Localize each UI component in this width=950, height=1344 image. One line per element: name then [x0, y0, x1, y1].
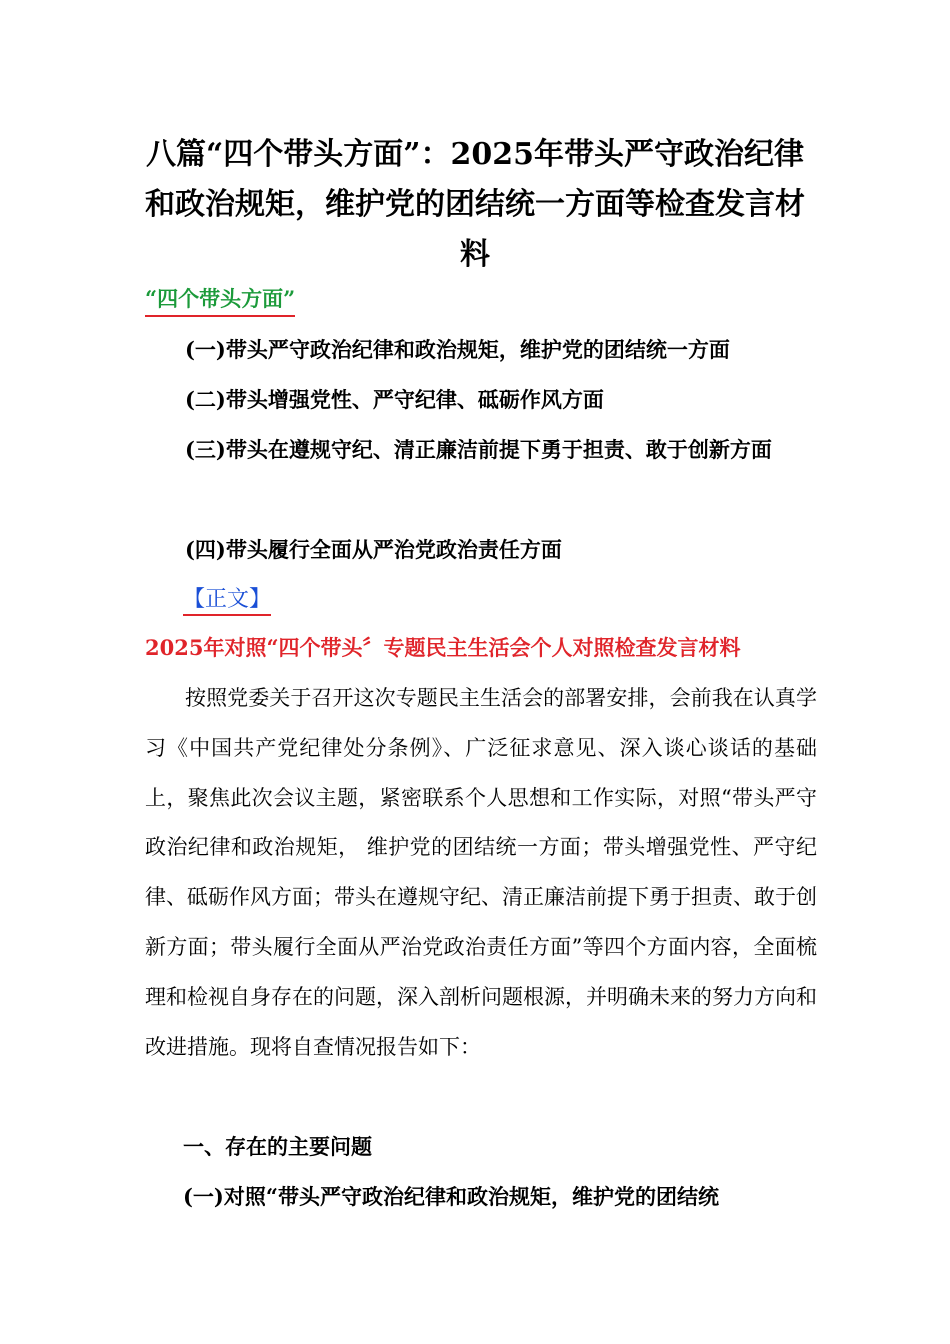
subsection-heading: (一)对照“带头严守政治纪律和政治规矩，维护党的团结统	[183, 1184, 719, 1209]
aspect-item-1: (一)带头严守政治纪律和政治规矩，维护党的团结统一方面	[185, 337, 730, 362]
aspect-item-2: (二)带头增强党性、严守纪律、砥砺作风方面	[185, 387, 604, 412]
intro-paragraph: 按照党委关于召开这次专题民主生活会的部署安排，会前我在认真学习《中国共产党纪律处分条例》、广泛征求意见、深入谈心谈话的基础上，聚焦此次会议主题，紧密联系个人思想和工作实际，对照“带头严守政治纪律和政治规矩， 维护党的团结统一方面；带头增强党性、严守纪律、砥砺作风方面；带头在遵规守纪、清正廉洁前提下勇于担责、敢于创新方面；带头履行全面从严治党政治责任方面”等四个方面内容，全面梳理和检视自身存在的问题，深入剖析问题根源，并明确未来的努力方向和改进措施。现将自查情况报告如下：	[145, 686, 817, 1059]
four-aspects-heading: “四个带头方面”	[145, 283, 295, 317]
aspect-item-4: (四)带头履行全面从严治党政治责任方面	[185, 537, 562, 562]
article-title: 2025年对照“四个带头〞专题民主生活会个人对照检查发言材料	[145, 635, 741, 660]
document-title: 八篇“四个带头方面”：2025年带头严守政治纪律和政治规矩，维护党的团结统一方面等检查发言材料	[145, 137, 805, 272]
zhengwen-label: 【正文】	[183, 582, 271, 616]
section-heading: 一、存在的主要问题	[183, 1134, 372, 1159]
aspect-item-3: (三)带头在遵规守纪、清正廉洁前提下勇于担责、敢于创新方面	[185, 437, 772, 462]
